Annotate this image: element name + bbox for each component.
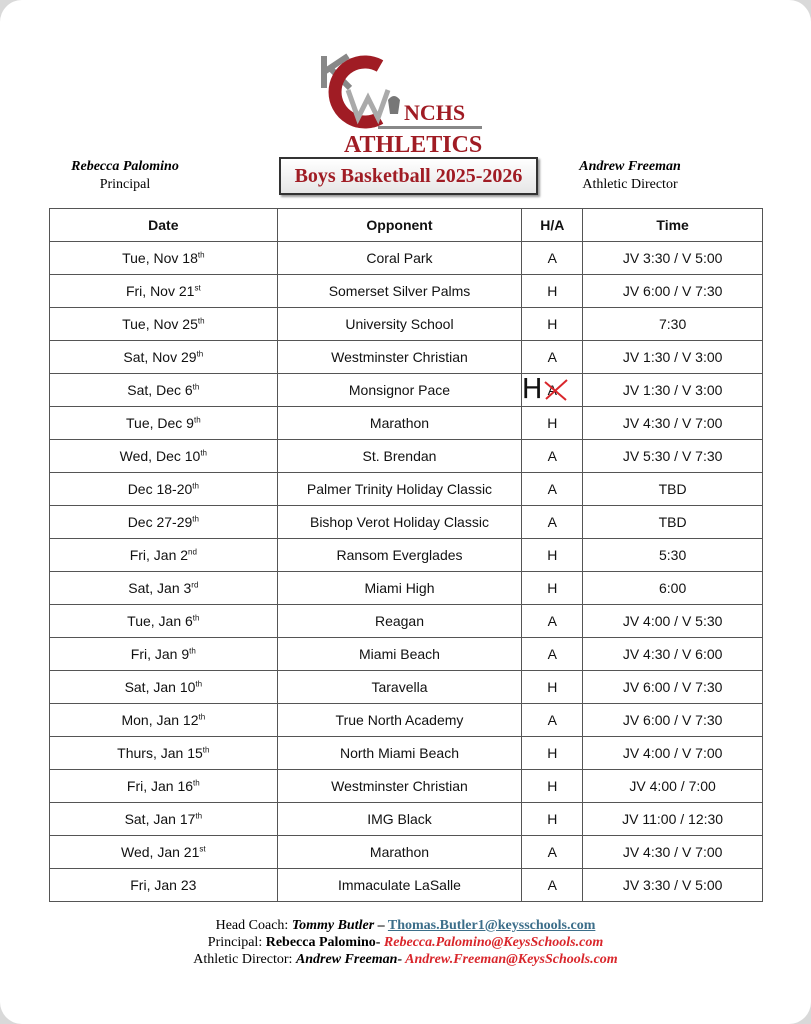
opponent-cell: Ransom Everglades [277,539,522,572]
time-cell: JV 5:30 / V 7:30 [583,440,763,473]
home-away-cell: H [522,407,583,440]
time-cell: JV 11:00 / 12:30 [583,803,763,836]
table-row [50,275,763,308]
time-cell: JV 3:30 / V 5:00 [583,242,763,275]
column-header-time: Time [583,209,763,242]
table-row [50,539,763,572]
home-away-cell: A [522,638,583,671]
table-row [50,836,763,869]
date-cell: Mon, Jan 12th [50,704,278,737]
date-cell: Sat, Jan 17th [50,803,278,836]
date-cell: Dec 18-20th [50,473,278,506]
date-cell: Tue, Jan 6th [50,605,278,638]
column-header-home-away: H/A [522,209,583,242]
date-cell: Wed, Dec 10th [50,440,278,473]
coach-email-link[interactable]: Thomas.Butler1@keysschools.com [387,918,596,933]
home-away-cell: H [522,275,583,308]
opponent-cell: Marathon [277,407,522,440]
home-away-cell: A [522,836,583,869]
opponent-cell: St. Brendan [277,440,522,473]
table-row [50,737,763,770]
strike-x-icon [542,378,570,402]
date-cell: Fri, Jan 16th [50,770,278,803]
principal-name: Rebecca Palomino [71,159,179,174]
table-row [50,572,763,605]
opponent-cell: Taravella [277,671,522,704]
opponent-cell: Bishop Verot Holiday Classic [277,506,522,539]
principal-contact: Principal: Rebecca Palomino- Rebecca.Palomino@KeysSchools.com [207,935,604,950]
table-row [50,242,763,275]
column-header-date: Date [50,209,278,242]
time-cell: JV 6:00 / V 7:30 [583,704,763,737]
column-header-opponent: Opponent [277,209,522,242]
opponent-cell: North Miami Beach [277,737,522,770]
date-cell: Fri, Jan 23 [50,869,278,902]
handwritten-correction: H [521,372,543,405]
date-cell: Dec 27-29th [50,506,278,539]
date-cell: Sat, Dec 6th [50,374,278,407]
home-away-cell: H [522,539,583,572]
table-row [50,341,763,374]
time-cell: JV 4:00 / V 7:00 [583,737,763,770]
table-row [50,704,763,737]
date-cell: Fri, Jan 2nd [50,539,278,572]
time-cell: TBD [583,506,763,539]
time-cell: 5:30 [583,539,763,572]
date-cell: Sat, Nov 29th [50,341,278,374]
opponent-cell: True North Academy [277,704,522,737]
home-away-cell: A [522,473,583,506]
table-row [50,407,763,440]
time-cell: TBD [583,473,763,506]
opponent-cell: Miami High [277,572,522,605]
ad-name: Andrew Freeman [579,159,681,174]
date-cell: Sat, Jan 10th [50,671,278,704]
home-away-cell: H [522,803,583,836]
date-cell: Tue, Nov 25th [50,308,278,341]
home-away-cell: A [522,440,583,473]
date-cell: Sat, Jan 3rd [50,572,278,605]
opponent-cell: IMG Black [277,803,522,836]
table-row [50,374,763,407]
home-away-cell: A [522,869,583,902]
table-row [50,770,763,803]
date-cell: Wed, Jan 21st [50,836,278,869]
table-row [50,308,763,341]
home-away-cell: A [522,704,583,737]
opponent-cell: Westminster Christian [277,770,522,803]
opponent-cell: Miami Beach [277,638,522,671]
opponent-cell: Marathon [277,836,522,869]
table-row [50,605,763,638]
time-cell: JV 6:00 / V 7:30 [583,671,763,704]
page-title: Boys Basketball 2025-2026 [279,157,538,195]
date-cell: Thurs, Jan 15th [50,737,278,770]
principal-email[interactable]: Rebecca.Palomino@KeysSchools.com [380,935,604,950]
time-cell: JV 4:30 / V 7:00 [583,836,763,869]
coach-name: Tommy Butler [291,918,375,933]
principal-signature [64,158,186,194]
opponent-cell: Coral Park [277,242,522,275]
home-away-cell: A [522,506,583,539]
home-away-cell: A [522,605,583,638]
school-logo [318,52,493,154]
athletic-director-signature [570,158,690,194]
opponent-cell: Monsignor Pace [277,374,522,407]
time-cell: JV 4:00 / 7:00 [583,770,763,803]
home-away-cell: H [522,308,583,341]
ad-footer-name: Andrew Freeman- [295,952,403,967]
coach-contact: Head Coach: Tommy Butler – Thomas.Butler1@keysschools.com [215,918,596,933]
opponent-cell: Westminster Christian [277,341,522,374]
home-away-cell: H [522,737,583,770]
home-away-cell: A [522,242,583,275]
time-cell: 7:30 [583,308,763,341]
ad-contact: Athletic Director: Andrew Freeman- Andrew.Freeman@KeysSchools.com [193,952,618,967]
home-away-cell: H [522,572,583,605]
time-cell: JV 1:30 / V 3:00 [583,374,763,407]
home-away-cell: A [522,341,583,374]
contact-footer [0,917,811,968]
ad-role: Athletic Director [582,177,678,192]
date-cell: Tue, Dec 9th [50,407,278,440]
opponent-cell: Palmer Trinity Holiday Classic [277,473,522,506]
table-row [50,440,763,473]
ad-email[interactable]: Andrew.Freeman@KeysSchools.com [402,952,618,967]
table-row [50,473,763,506]
table-row [50,638,763,671]
time-cell: JV 4:30 / V 7:00 [583,407,763,440]
table-header-row [50,209,763,242]
table-row [50,671,763,704]
time-cell: JV 1:30 / V 3:00 [583,341,763,374]
date-cell: Tue, Nov 18th [50,242,278,275]
table-row [50,506,763,539]
opponent-cell: Reagan [277,605,522,638]
home-away-cell: H [522,671,583,704]
opponent-cell: Somerset Silver Palms [277,275,522,308]
table-row [50,869,763,902]
time-cell: JV 3:30 / V 5:00 [583,869,763,902]
date-cell: Fri, Jan 9th [50,638,278,671]
time-cell: 6:00 [583,572,763,605]
opponent-cell: University School [277,308,522,341]
home-away-cell [522,374,583,407]
home-away-cell: H [522,770,583,803]
time-cell: JV 4:30 / V 6:00 [583,638,763,671]
table-row [50,803,763,836]
time-cell: JV 6:00 / V 7:30 [583,275,763,308]
svg-text:ATHLETICS: ATHLETICS [344,132,483,154]
opponent-cell: Immaculate LaSalle [277,869,522,902]
schedule-table [49,208,763,902]
time-cell: JV 4:00 / V 5:30 [583,605,763,638]
principal-footer-name: Rebecca Palomino- [265,935,381,950]
svg-text:NCHS: NCHS [404,100,466,125]
home-away-cell-text: A [547,382,557,398]
date-cell: Fri, Nov 21st [50,275,278,308]
principal-role: Principal [99,177,151,192]
